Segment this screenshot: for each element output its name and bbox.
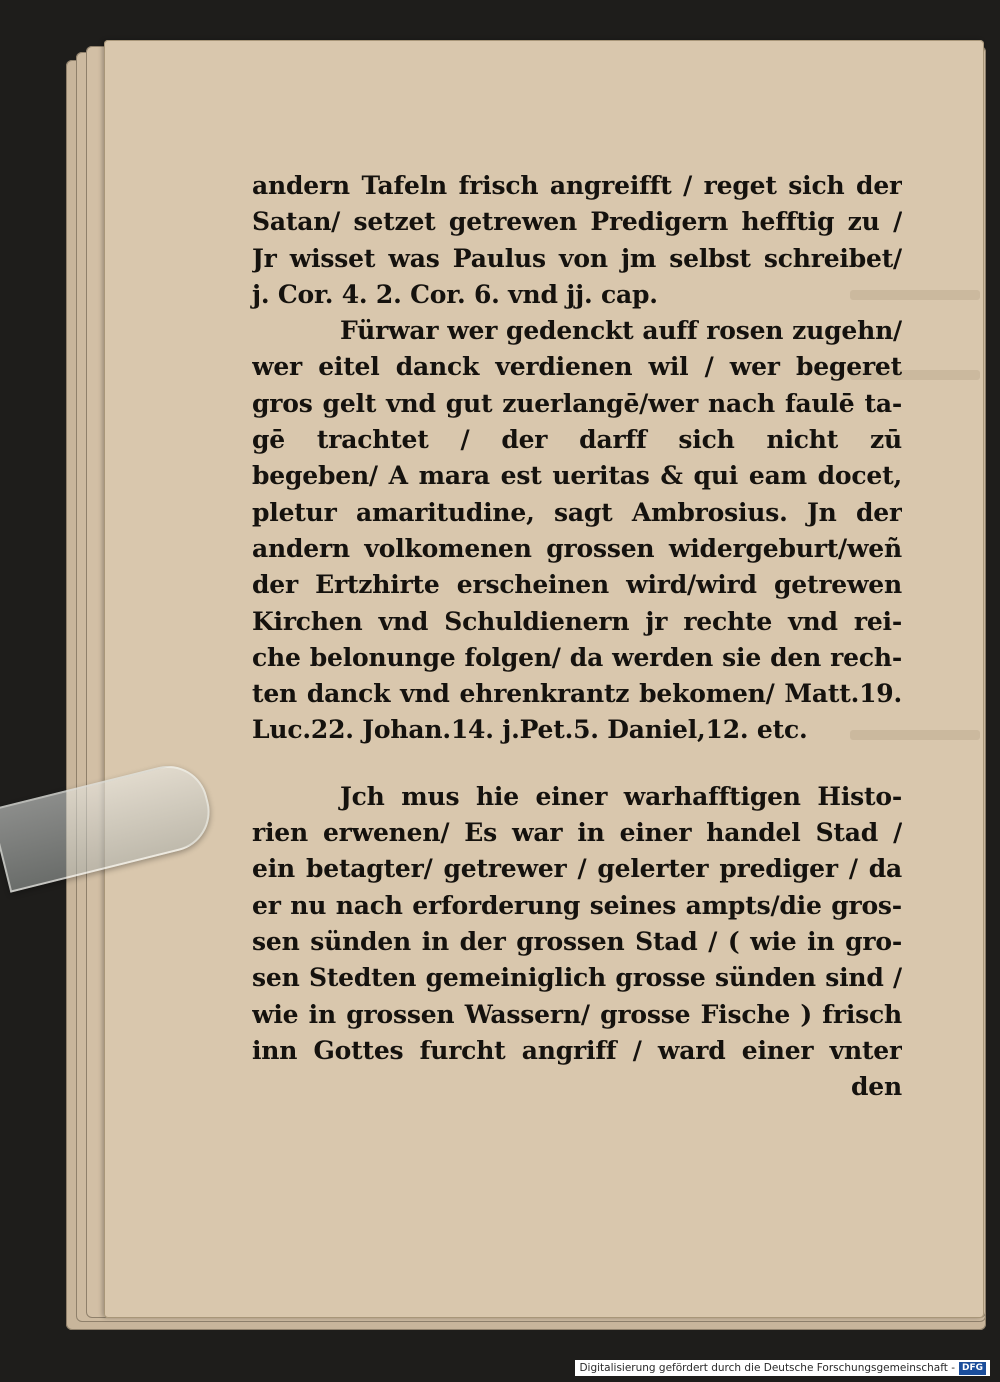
text-line: Luc.22. Johan.14. j.Pet.5. Daniel,12. etc. <box>252 715 808 745</box>
text-line: ein betagter/ getrewer / gelerter prediger / da <box>252 854 902 884</box>
text-line: sen Stedten gemeiniglich grosse sünden sind / <box>252 963 902 993</box>
text-line: j. Cor. 4. 2. Cor. 6. vnd jj. cap. <box>252 279 658 309</box>
text-line: Kirchen vnd Schuldienern jr rechte vnd rei- <box>252 606 902 636</box>
page-text <box>252 168 902 1105</box>
text-line: wie in grossen Wassern/ grosse Fische ) frisch <box>252 999 902 1029</box>
text-line: gros gelt vnd gut zuerlangē/wer nach faulē ta- <box>252 388 902 418</box>
text-line: wer eitel danck verdienen wil / wer begeret <box>252 352 902 382</box>
text-line: che belonunge folgen/ da werden sie den rech- <box>252 642 902 672</box>
text-line: begeben/ A mara est ueritas & qui eam docet, <box>252 461 902 491</box>
text-line: gē trachtet / der darff sich nicht zū <box>252 425 902 455</box>
text-line: andern Tafeln frisch angreifft / reget sich der <box>252 171 902 200</box>
text-line: Jr wisset was Paulus von jm selbst schreibet/ <box>252 243 902 273</box>
paragraph-gap <box>252 749 902 779</box>
text-line: er nu nach erforderung seines ampts/die gros- <box>252 890 902 920</box>
text-line: Fürwar wer gedenckt auff rosen zugehn/ <box>340 316 902 346</box>
text-line: andern volkomenen grossen widergeburt/weñ <box>252 533 902 563</box>
funding-credit: Digitalisierung gefördert durch die Deutsche Forschungsgemeinschaft - <box>579 1362 955 1374</box>
text-line: Satan/ setzet getrewen Predigern hefftig zu / <box>252 207 902 237</box>
catchword: den <box>851 1072 902 1102</box>
text-line: sen sünden in der grossen Stad / ( wie in gro- <box>252 926 902 956</box>
text-line: der Ertzhirte erscheinen wird/wird getrewen <box>252 570 902 600</box>
digitization-footer <box>575 1360 990 1376</box>
text-line: pletur amaritudine, sagt Ambrosius. Jn der <box>252 497 902 527</box>
dfg-logo: DFG <box>959 1362 986 1375</box>
text-line: ten danck vnd ehrenkrantz bekomen/ Matt.19. <box>252 679 902 709</box>
text-line: Jch mus hie einer warhafftigen Histo- <box>340 781 902 811</box>
text-line: inn Gottes furcht angriff / ward einer vnter <box>252 1035 902 1065</box>
text-line: rien erwenen/ Es war in einer handel Stad / <box>252 818 902 848</box>
